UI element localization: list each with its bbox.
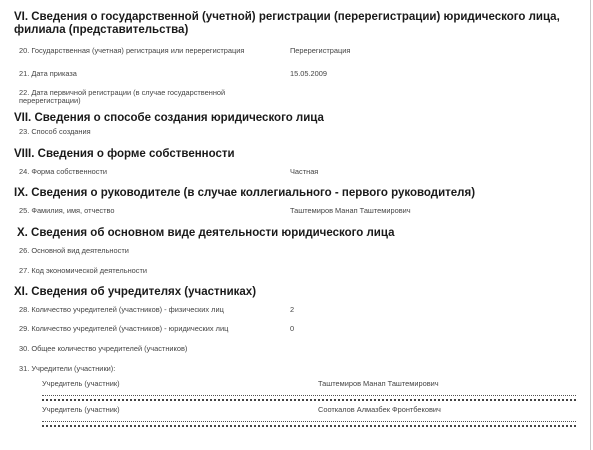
founder-1-name: Таштемиров Манап Таштемирович bbox=[318, 379, 439, 388]
row-26-label: 26. Основной вид деятельности bbox=[19, 246, 129, 255]
row-20-value: Перерегистрация bbox=[290, 46, 351, 55]
row-22-label-line1: 22. Дата первичной регистрации (в случае государственной bbox=[19, 88, 226, 97]
section-6-title-line2: филиала (представительства) bbox=[14, 24, 189, 36]
section-10-title: X. Сведения об основном виде деятельности юридического лица bbox=[17, 227, 395, 239]
row-28-value: 2 bbox=[290, 305, 295, 314]
section-11-title: XI. Сведения об учредителях (участниках) bbox=[14, 286, 257, 298]
founder-1-underline bbox=[42, 395, 576, 396]
founder-end-separator bbox=[42, 425, 576, 427]
section-6-title-line1: VI. Сведения о государственной (учетной) регистрации (перерегистрации) юридического лица, bbox=[14, 11, 560, 23]
section-7-title: VII. Сведения о способе создания юридического лица bbox=[14, 112, 324, 124]
founder-2-role: Учредитель (участник) bbox=[42, 405, 120, 414]
row-31-label: 31. Учредители (участники): bbox=[19, 364, 116, 373]
row-23-label: 23. Способ создания bbox=[19, 127, 91, 136]
row-27-label: 27. Код экономической деятельности bbox=[19, 266, 147, 275]
row-24-label: 24. Форма собственности bbox=[19, 167, 107, 176]
row-25-label: 25. Фамилия, имя, отчество bbox=[19, 206, 115, 215]
row-21-label: 21. Дата приказа bbox=[19, 69, 77, 78]
row-28-label: 28. Количество учредителей (участников) - физических лиц bbox=[19, 305, 224, 314]
founder-1-role: Учредитель (участник) bbox=[42, 379, 120, 388]
row-30-label: 30. Общее количество учредителей (участников) bbox=[19, 344, 188, 353]
founder-2-name: Сооткалов Алмазбек Фронтбекович bbox=[318, 405, 441, 414]
row-20-label: 20. Государственная (учетная) регистрация или перерегистрация bbox=[19, 46, 245, 55]
row-29-value: 0 bbox=[290, 324, 295, 333]
row-22-label-line2: перерегистрации) bbox=[19, 96, 81, 105]
section-8-title: VIII. Сведения о форме собственности bbox=[14, 148, 235, 160]
row-21-value: 15.05.2009 bbox=[290, 69, 327, 78]
founder-separator bbox=[42, 399, 576, 401]
row-24-value: Частная bbox=[290, 167, 319, 176]
row-29-label: 29. Количество учредителей (участников) - юридических лиц bbox=[19, 324, 229, 333]
founder-2-underline bbox=[42, 421, 576, 422]
row-25-value: Таштемиров Манап Таштемирович bbox=[290, 206, 411, 215]
section-9-title: IX. Сведения о руководителе (в случае коллегиального - первого руководителя) bbox=[14, 187, 476, 199]
page-right-border bbox=[590, 0, 591, 450]
